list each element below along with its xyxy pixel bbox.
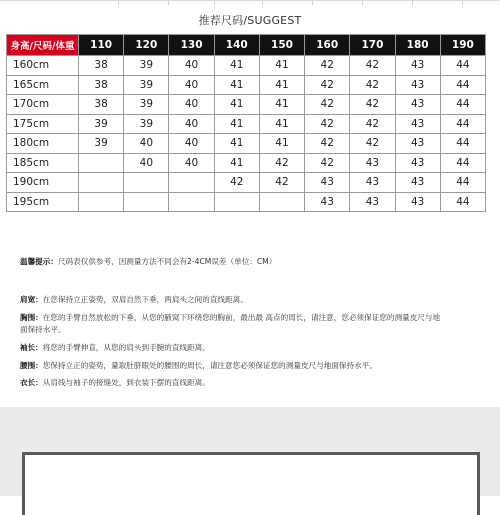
size-cell: 42 — [214, 173, 259, 193]
measure-text: 面保持水平。 — [20, 325, 66, 334]
size-cell: 44 — [440, 95, 485, 115]
size-cell: 39 — [79, 114, 124, 134]
measure-line — [20, 360, 377, 371]
size-cell: 43 — [395, 56, 440, 76]
row-height-label: 185cm — [7, 153, 79, 173]
measure-text: 从肩线与袖子的接缝处，到衣装下摆的直线距离。 — [42, 378, 210, 387]
size-cell: 42 — [305, 134, 350, 154]
size-chart-row — [7, 153, 486, 173]
measure-line — [20, 377, 210, 388]
size-cell: 40 — [169, 153, 214, 173]
row-height-label: 165cm — [7, 75, 79, 95]
size-chart-header-row — [7, 35, 486, 56]
size-cell: 39 — [79, 134, 124, 154]
size-cell: 42 — [350, 56, 395, 76]
measure-label: 腰围： — [20, 361, 43, 370]
row-height-label: 195cm — [7, 192, 79, 212]
size-cell: 40 — [169, 95, 214, 115]
size-chart-row — [7, 95, 486, 115]
measure-line — [20, 324, 66, 335]
size-cell — [79, 173, 124, 193]
measure-line — [20, 312, 440, 323]
size-cell: 42 — [305, 153, 350, 173]
size-cell: 42 — [259, 153, 304, 173]
size-cell: 40 — [169, 114, 214, 134]
measure-label: 袖长： — [20, 343, 43, 352]
size-cell: 40 — [124, 153, 169, 173]
size-cell: 44 — [440, 134, 485, 154]
size-cell: 43 — [395, 114, 440, 134]
size-cell: 43 — [305, 173, 350, 193]
size-chart-row — [7, 56, 486, 76]
header-size: 130 — [169, 35, 214, 56]
size-chart-table — [6, 34, 486, 212]
size-cell: 43 — [350, 173, 395, 193]
size-cell: 43 — [395, 153, 440, 173]
measure-text: 您保持立正的姿势，量取肚脐眼处的腰围的周长，请注意您必须保证您的测量皮尺与地面保持水平。 — [42, 361, 377, 370]
bottom-image-frame — [22, 452, 480, 515]
size-chart-row — [7, 114, 486, 134]
size-chart-row — [7, 75, 486, 95]
tip-text: 尺码表仅供参考，因测量方法不同会有2-4CM误差（单位：CM） — [57, 257, 277, 266]
header-size: 110 — [79, 35, 124, 56]
size-cell — [169, 173, 214, 193]
size-cell — [79, 192, 124, 212]
header-size: 140 — [214, 35, 259, 56]
size-cell: 38 — [79, 75, 124, 95]
tip-label: 温馨提示： — [20, 257, 58, 266]
size-cell — [79, 153, 124, 173]
size-cell — [124, 173, 169, 193]
size-chart-row — [7, 134, 486, 154]
measure-text: 将您的手臂伸直，从您的肩头到手腕的直线距离。 — [42, 343, 210, 352]
top-divider-ticks — [0, 0, 500, 6]
measure-text: 在您保持立正姿势，双肩自然下垂，两肩头之间的直线距离。 — [42, 295, 248, 304]
header-corner-label: 身高/尺码/体重 — [7, 35, 79, 56]
size-cell: 41 — [214, 75, 259, 95]
size-cell: 42 — [350, 95, 395, 115]
size-cell — [259, 192, 304, 212]
size-cell: 41 — [259, 75, 304, 95]
size-cell: 43 — [305, 192, 350, 212]
size-cell: 44 — [440, 56, 485, 76]
measure-line — [20, 342, 210, 353]
size-cell: 43 — [395, 134, 440, 154]
size-cell: 41 — [259, 134, 304, 154]
size-cell: 44 — [440, 192, 485, 212]
row-height-label: 190cm — [7, 173, 79, 193]
measure-text: 在您的手臂自然放松的下垂，从您的腋窝下环绕您的胸前，最出最 高点的周长，请注意，您必须保证您的测量皮尺与地 — [42, 313, 441, 322]
header-size: 160 — [305, 35, 350, 56]
header-size: 170 — [350, 35, 395, 56]
size-cell: 40 — [169, 134, 214, 154]
size-cell: 44 — [440, 75, 485, 95]
size-cell: 42 — [259, 173, 304, 193]
size-cell: 40 — [169, 75, 214, 95]
size-cell: 43 — [350, 153, 395, 173]
size-cell: 39 — [124, 114, 169, 134]
row-height-label: 175cm — [7, 114, 79, 134]
size-cell: 41 — [259, 95, 304, 115]
size-cell: 41 — [214, 95, 259, 115]
size-cell: 38 — [79, 95, 124, 115]
size-cell: 39 — [124, 95, 169, 115]
row-height-label: 160cm — [7, 56, 79, 76]
size-cell: 41 — [214, 114, 259, 134]
size-cell: 42 — [305, 75, 350, 95]
size-cell — [169, 192, 214, 212]
measure-line — [20, 294, 248, 305]
size-cell: 41 — [259, 114, 304, 134]
size-chart-row — [7, 192, 486, 212]
size-cell: 42 — [305, 95, 350, 115]
size-chart-row — [7, 173, 486, 193]
size-cell: 42 — [305, 56, 350, 76]
size-cell: 43 — [395, 95, 440, 115]
size-cell — [214, 192, 259, 212]
header-size: 190 — [440, 35, 485, 56]
size-cell: 43 — [395, 192, 440, 212]
size-cell: 44 — [440, 173, 485, 193]
size-cell: 42 — [305, 114, 350, 134]
size-cell: 42 — [350, 114, 395, 134]
size-cell: 42 — [350, 75, 395, 95]
measure-label: 胸围： — [20, 313, 43, 322]
size-cell: 40 — [169, 56, 214, 76]
measure-label: 肩宽： — [20, 295, 43, 304]
size-cell: 44 — [440, 114, 485, 134]
size-cell: 41 — [214, 153, 259, 173]
size-cell: 41 — [259, 56, 304, 76]
size-cell: 40 — [124, 134, 169, 154]
size-chart-title: 推荐尺码/SUGGEST — [198, 14, 302, 27]
size-cell: 38 — [79, 56, 124, 76]
size-cell: 44 — [440, 153, 485, 173]
size-cell: 41 — [214, 56, 259, 76]
size-cell: 43 — [395, 173, 440, 193]
size-cell: 42 — [350, 134, 395, 154]
header-size: 150 — [259, 35, 304, 56]
size-cell: 39 — [124, 75, 169, 95]
header-size: 120 — [124, 35, 169, 56]
size-cell — [124, 192, 169, 212]
size-cell: 41 — [214, 134, 259, 154]
size-cell: 39 — [124, 56, 169, 76]
row-height-label: 180cm — [7, 134, 79, 154]
header-size: 180 — [395, 35, 440, 56]
row-height-label: 170cm — [7, 95, 79, 115]
size-cell: 43 — [395, 75, 440, 95]
size-cell: 43 — [350, 192, 395, 212]
tip-line — [20, 256, 276, 267]
measure-label: 衣长： — [20, 378, 43, 387]
